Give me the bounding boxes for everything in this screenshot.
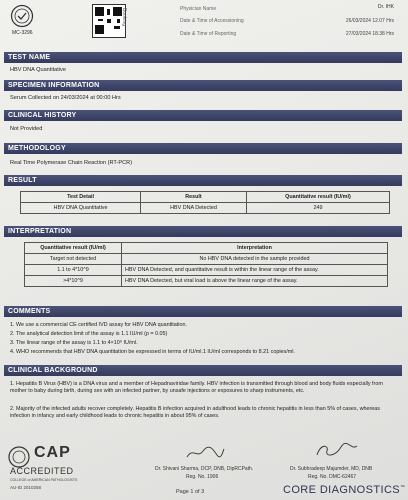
result-result-cell: HBV DNA Detected [141,203,247,214]
interp-range-cell: Target not detected [25,254,122,265]
result-header-row [21,192,390,203]
interp-col-quant: Quantitative result (IU/ml) [25,243,122,254]
doctor2-reg: Reg. No. DMC-62467 [308,474,357,480]
interp-text-cell: No HBV DNA detected in the sample provided [122,254,388,265]
clinical-history-heading: CLINICAL HISTORY [4,110,402,121]
brand-tm: ™ [400,484,406,491]
methodology-value: Real Time Polymerase Chain Reaction (RT-PCR) [10,160,133,166]
list-item: 2. The analytical detection limit of the assay is 1.1 IU/ml (p = 0.05) [10,331,168,337]
accessioning-label: Date & Time of Accessioning [180,18,244,24]
doctor2-name: Dr. Subhradeep Majumder, MD, DNB [290,466,373,472]
specimen-heading: SPECIMEN INFORMATION [4,80,402,91]
test-name-heading: TEST NAME [4,52,402,63]
interp-range-cell: >4*10^9 [25,276,122,287]
accessioning-value: 26/03/2024 12.07 Hrs [345,18,394,24]
result-table [20,191,390,214]
list-item: 1. Hepatitis B Virus (HBV) is a DNA virus and a member of Hepadnaviridae family. HBV infection is transmitted through blood and body fluids especially from mother to baby during birth, during sex with an infected partner, by unsafe injections or exposures to sharp instruments, etc. [10,381,383,394]
cert-code: MC-3296 [12,30,33,36]
signature-2-icon [315,441,359,459]
interp-text-cell: HBV DNA Detected, but viral load is above the linear range of the assay. [122,276,388,287]
list-item: 3. The linear range of the assay is 1.1 to 4×10⁹ IU/ml. [10,340,138,346]
result-col-test: Test Detail [21,192,141,203]
reporting-label: Date & Time of Reporting [180,31,237,37]
table-row [21,203,390,214]
cap-number: AU-ID 2010258 [10,485,42,490]
reporting-value: 27/03/2024 18.38 Hrs [345,31,394,37]
test-name-value: HBV DNA Quantitative [10,67,66,73]
cap-seal-icon [8,446,30,468]
interp-text-cell: HBV DNA Detected, and quantitative result is within the linear range of the assay. [122,265,388,276]
interp-col-interp: Interpretation [122,243,388,254]
result-heading: RESULT [4,175,402,186]
table-row [25,276,388,287]
doctor1-name: Dr. Shivani Sharma, DCP, DNB, DipRCPath. [155,466,254,472]
doctor-id: Dr. IHK [377,4,394,10]
result-col-quant: Quantitative result (IU/ml) [246,192,389,203]
cap-accredited: ACCREDITED [10,466,74,476]
cap-subtitle: COLLEGE of AMERICAN PATHOLOGISTS [10,478,78,482]
clinical-background-heading: CLINICAL BACKGROUND [4,365,402,376]
interp-range-cell: 1.1 to 4*10^9 [25,265,122,276]
interpretation-table [24,242,388,287]
result-test-cell: HBV DNA Quantitative [21,203,141,214]
interpretation-header-row [25,243,388,254]
result-col-result: Result [141,192,247,203]
comments-heading: COMMENTS [4,306,402,317]
physician-label: Physician Name [180,6,217,12]
brand-name: CORE DIAGNOSTICS [283,484,401,496]
cap-logo [8,444,108,496]
table-row [25,254,388,265]
booking-vertical-label: Booking [121,8,127,27]
table-row [25,265,388,276]
signature-1-icon [185,445,225,461]
page-number: Page 1 of 3 [176,489,205,495]
result-quant-cell: 249 [246,203,389,214]
doctor1-reg: Reg. No. 1906 [186,474,219,480]
methodology-heading: METHODOLOGY [4,143,402,154]
list-item: 1. We use a commercial CE certified IVD assay for HBV DNA quantitation. [10,322,187,328]
list-item: 4. WHO recommends that HBV DNA quantitation be expressed in terms of IU/ml.1 IU/ml corresponds to 8.21 copies/ml. [10,349,295,355]
list-item: 2. Majority of the infected adults recover completely. Hepatitis B infection acquired in adulthood leads to chronic hepatitis in less than 5% of cases, whereas infection in infancy and early childhood leads to chronic hepatitis in about 95% of cases. [10,406,380,419]
brand-logo [283,484,405,496]
interpretation-heading: INTERPRETATION [4,226,402,237]
specimen-value: Serum Collected on 24/03/2024 at 00:00 Hrs [10,95,121,101]
clinical-history-value: Not Provided [10,126,43,132]
cap-text: CAP [34,444,71,461]
